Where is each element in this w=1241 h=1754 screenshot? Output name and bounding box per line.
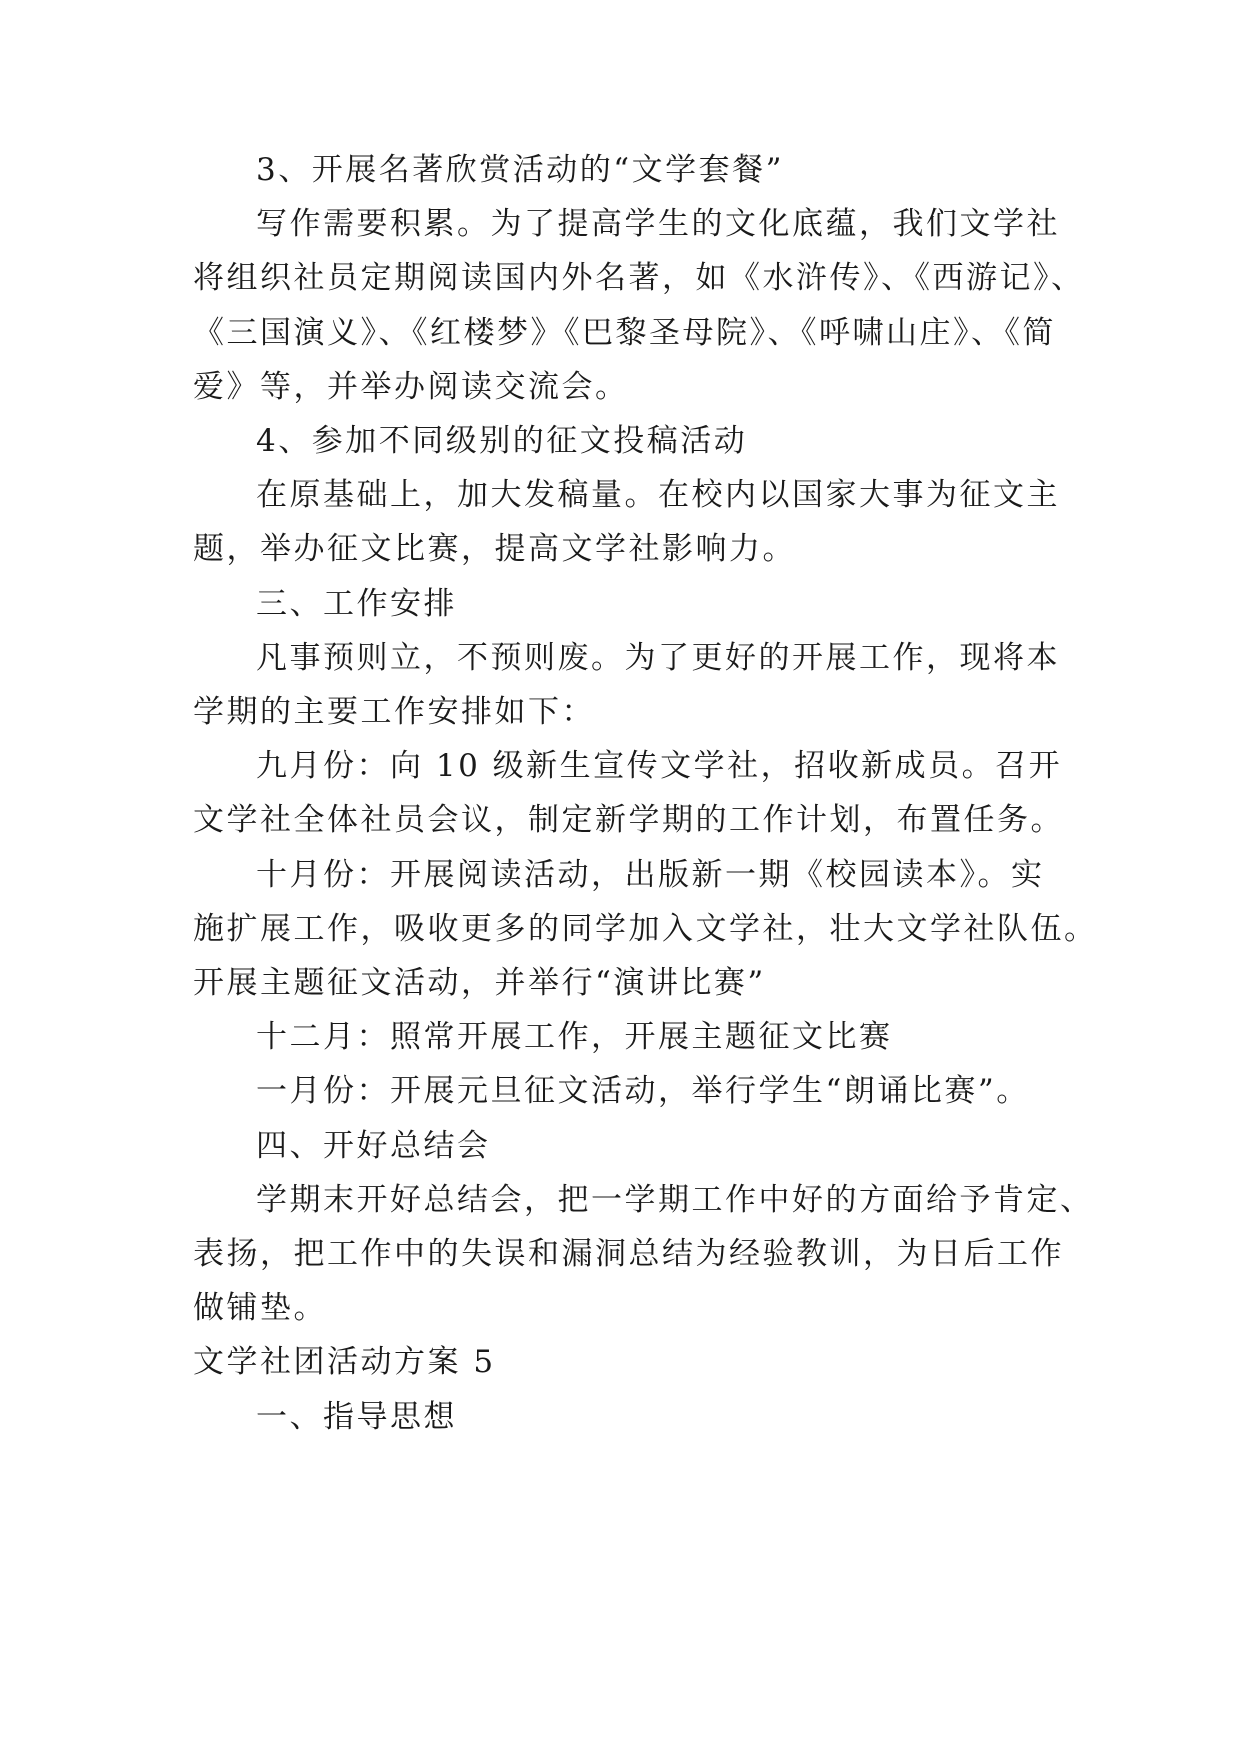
paragraph-line: 十月份：开展阅读活动，出版新一期《校园读本》。实 (256, 857, 1045, 893)
paragraph-line: 将组织社员定期阅读国内外名著，如《水浒传》、《西游记》、 (193, 260, 1085, 296)
paragraph-line: 一月份：开展元旦征文活动，举行学生“朗诵比赛”。 (256, 1073, 1030, 1109)
paragraph-line: 学期的主要工作安排如下： (193, 694, 595, 730)
paragraph-line: 在原基础上，加大发稿量。在校内以国家大事为征文主 (256, 477, 1060, 513)
paragraph-line: 施扩展工作，吸收更多的同学加入文学社，壮大文学社队伍。 (193, 911, 1098, 947)
paragraph-line: 学期末开好总结会，把一学期工作中好的方面给予肯定、 (256, 1182, 1094, 1218)
section-heading: 一、指导思想 (256, 1399, 457, 1435)
paragraph-line: 写作需要积累。为了提高学生的文化底蕴，我们文学社 (256, 206, 1060, 242)
paragraph-line: 十二月：照常开展工作，开展主题征文比赛 (256, 1019, 893, 1055)
paragraph-line: 爱》等，并举办阅读交流会。 (193, 369, 629, 405)
section-heading: 三、工作安排 (256, 586, 457, 622)
paragraph-line: 题，举办征文比赛，提高文学社影响力。 (193, 531, 796, 567)
paragraph-line: 文学社全体社员会议，制定新学期的工作计划，布置任务。 (193, 802, 1064, 838)
paragraph-line: 表扬，把工作中的失误和漏洞总结为经验教训，为日后工作 (193, 1236, 1064, 1272)
paragraph-line: 做铺垫。 (193, 1290, 327, 1326)
paragraph-line: 九月份：向 10 级新生宣传文学社，招收新成员。召开 (256, 748, 1063, 784)
section-heading: 四、开好总结会 (256, 1128, 491, 1164)
section-heading: 3、开展名著欣赏活动的“文学套餐” (256, 152, 784, 188)
section-heading: 4、参加不同级别的征文投稿活动 (256, 423, 748, 459)
paragraph-line: 凡事预则立，不预则废。为了更好的开展工作，现将本 (256, 640, 1060, 676)
paragraph-line: 开展主题征文活动，并举行“演讲比赛” (193, 965, 766, 1001)
document-title: 文学社团活动方案 5 (193, 1344, 496, 1380)
paragraph-line: 《三国演义》、《红楼梦》《巴黎圣母院》、《呼啸山庄》、《简 (193, 315, 1056, 351)
